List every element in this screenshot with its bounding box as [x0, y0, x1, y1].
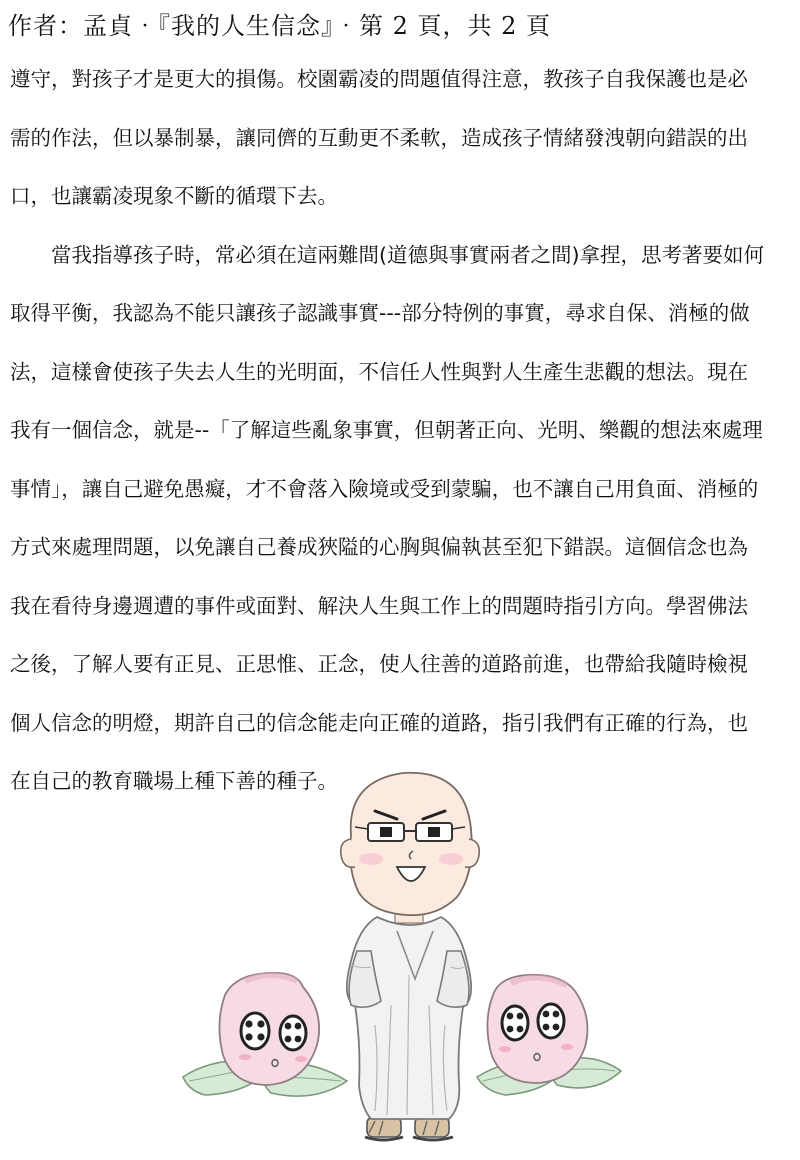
text-line-13: 在自己的教育職場上種下善的種子。: [10, 769, 338, 793]
text-line-5: 取得平衡，我認為不能只讓孩子認識事實---部分特例的事實，尋求自保、消極的做: [10, 301, 750, 325]
text-line-12: 個人信念的明燈，期許自己的信念能走向正確的道路，指引我們有正確的行為，也: [10, 710, 748, 735]
text-line-10: 我在看待身邊週遭的事件或面對、解決人生與工作上的問題時指引方向。學習佛法: [10, 593, 748, 618]
left-peach-eye-right: [280, 1016, 306, 1050]
text-line-8: 事情」，讓自己避免愚癡，才不會落入險境或受到蒙騙，也不讓自己用負面、消極的: [10, 476, 759, 501]
text-line-2: 需的作法，但以暴制暴，讓同儕的互動更不柔軟，造成孩子情緒發洩朝向錯誤的出: [10, 125, 748, 150]
monk-character: [341, 773, 480, 1140]
text-line-7: 我有一個信念，就是--「了解這些亂象事實，但朝著正向、光明、樂觀的想法來處理: [10, 418, 763, 442]
monk-head: [350, 773, 472, 915]
left-peach-character: [183, 973, 347, 1096]
text-line-9: 方式來處理問題，以免讓自己養成狹隘的心胸與偏執甚至犯下錯誤。這個信念也為: [10, 535, 748, 559]
monk-illustration: [175, 755, 625, 1155]
page-header: 作者：孟貞‧『我的人生信念』‧第 2 頁，共 2 頁: [8, 12, 552, 40]
monk-robe: [347, 917, 471, 1119]
text-line-4: 當我指導孩子時，常必須在這兩難間(道德與事實兩者之間)拿捏，思考著要如何: [10, 242, 764, 267]
right-peach-eye-right: [538, 1004, 564, 1038]
monk-feet: [365, 1117, 453, 1140]
text-line-1: 遵守，對孩子才是更大的損傷。校園霸凌的問題值得注意，教孩子自我保護也是必: [10, 67, 748, 91]
right-peach-character: [477, 975, 621, 1095]
right-peach-eye-left: [502, 1006, 528, 1040]
text-line-11: 之後，了解人要有正見、正思惟、正念，使人往善的道路前進，也帶給我隨時檢視: [10, 652, 748, 676]
text-line-6: 法，這樣會使孩子失去人生的光明面，不信任人性與對人生產生悲觀的想法。現在: [10, 359, 748, 384]
left-peach-eye-left: [241, 1013, 269, 1049]
text-line-3: 口，也讓霸凌現象不斷的循環下去。: [10, 184, 338, 208]
body-text: [10, 56, 792, 817]
